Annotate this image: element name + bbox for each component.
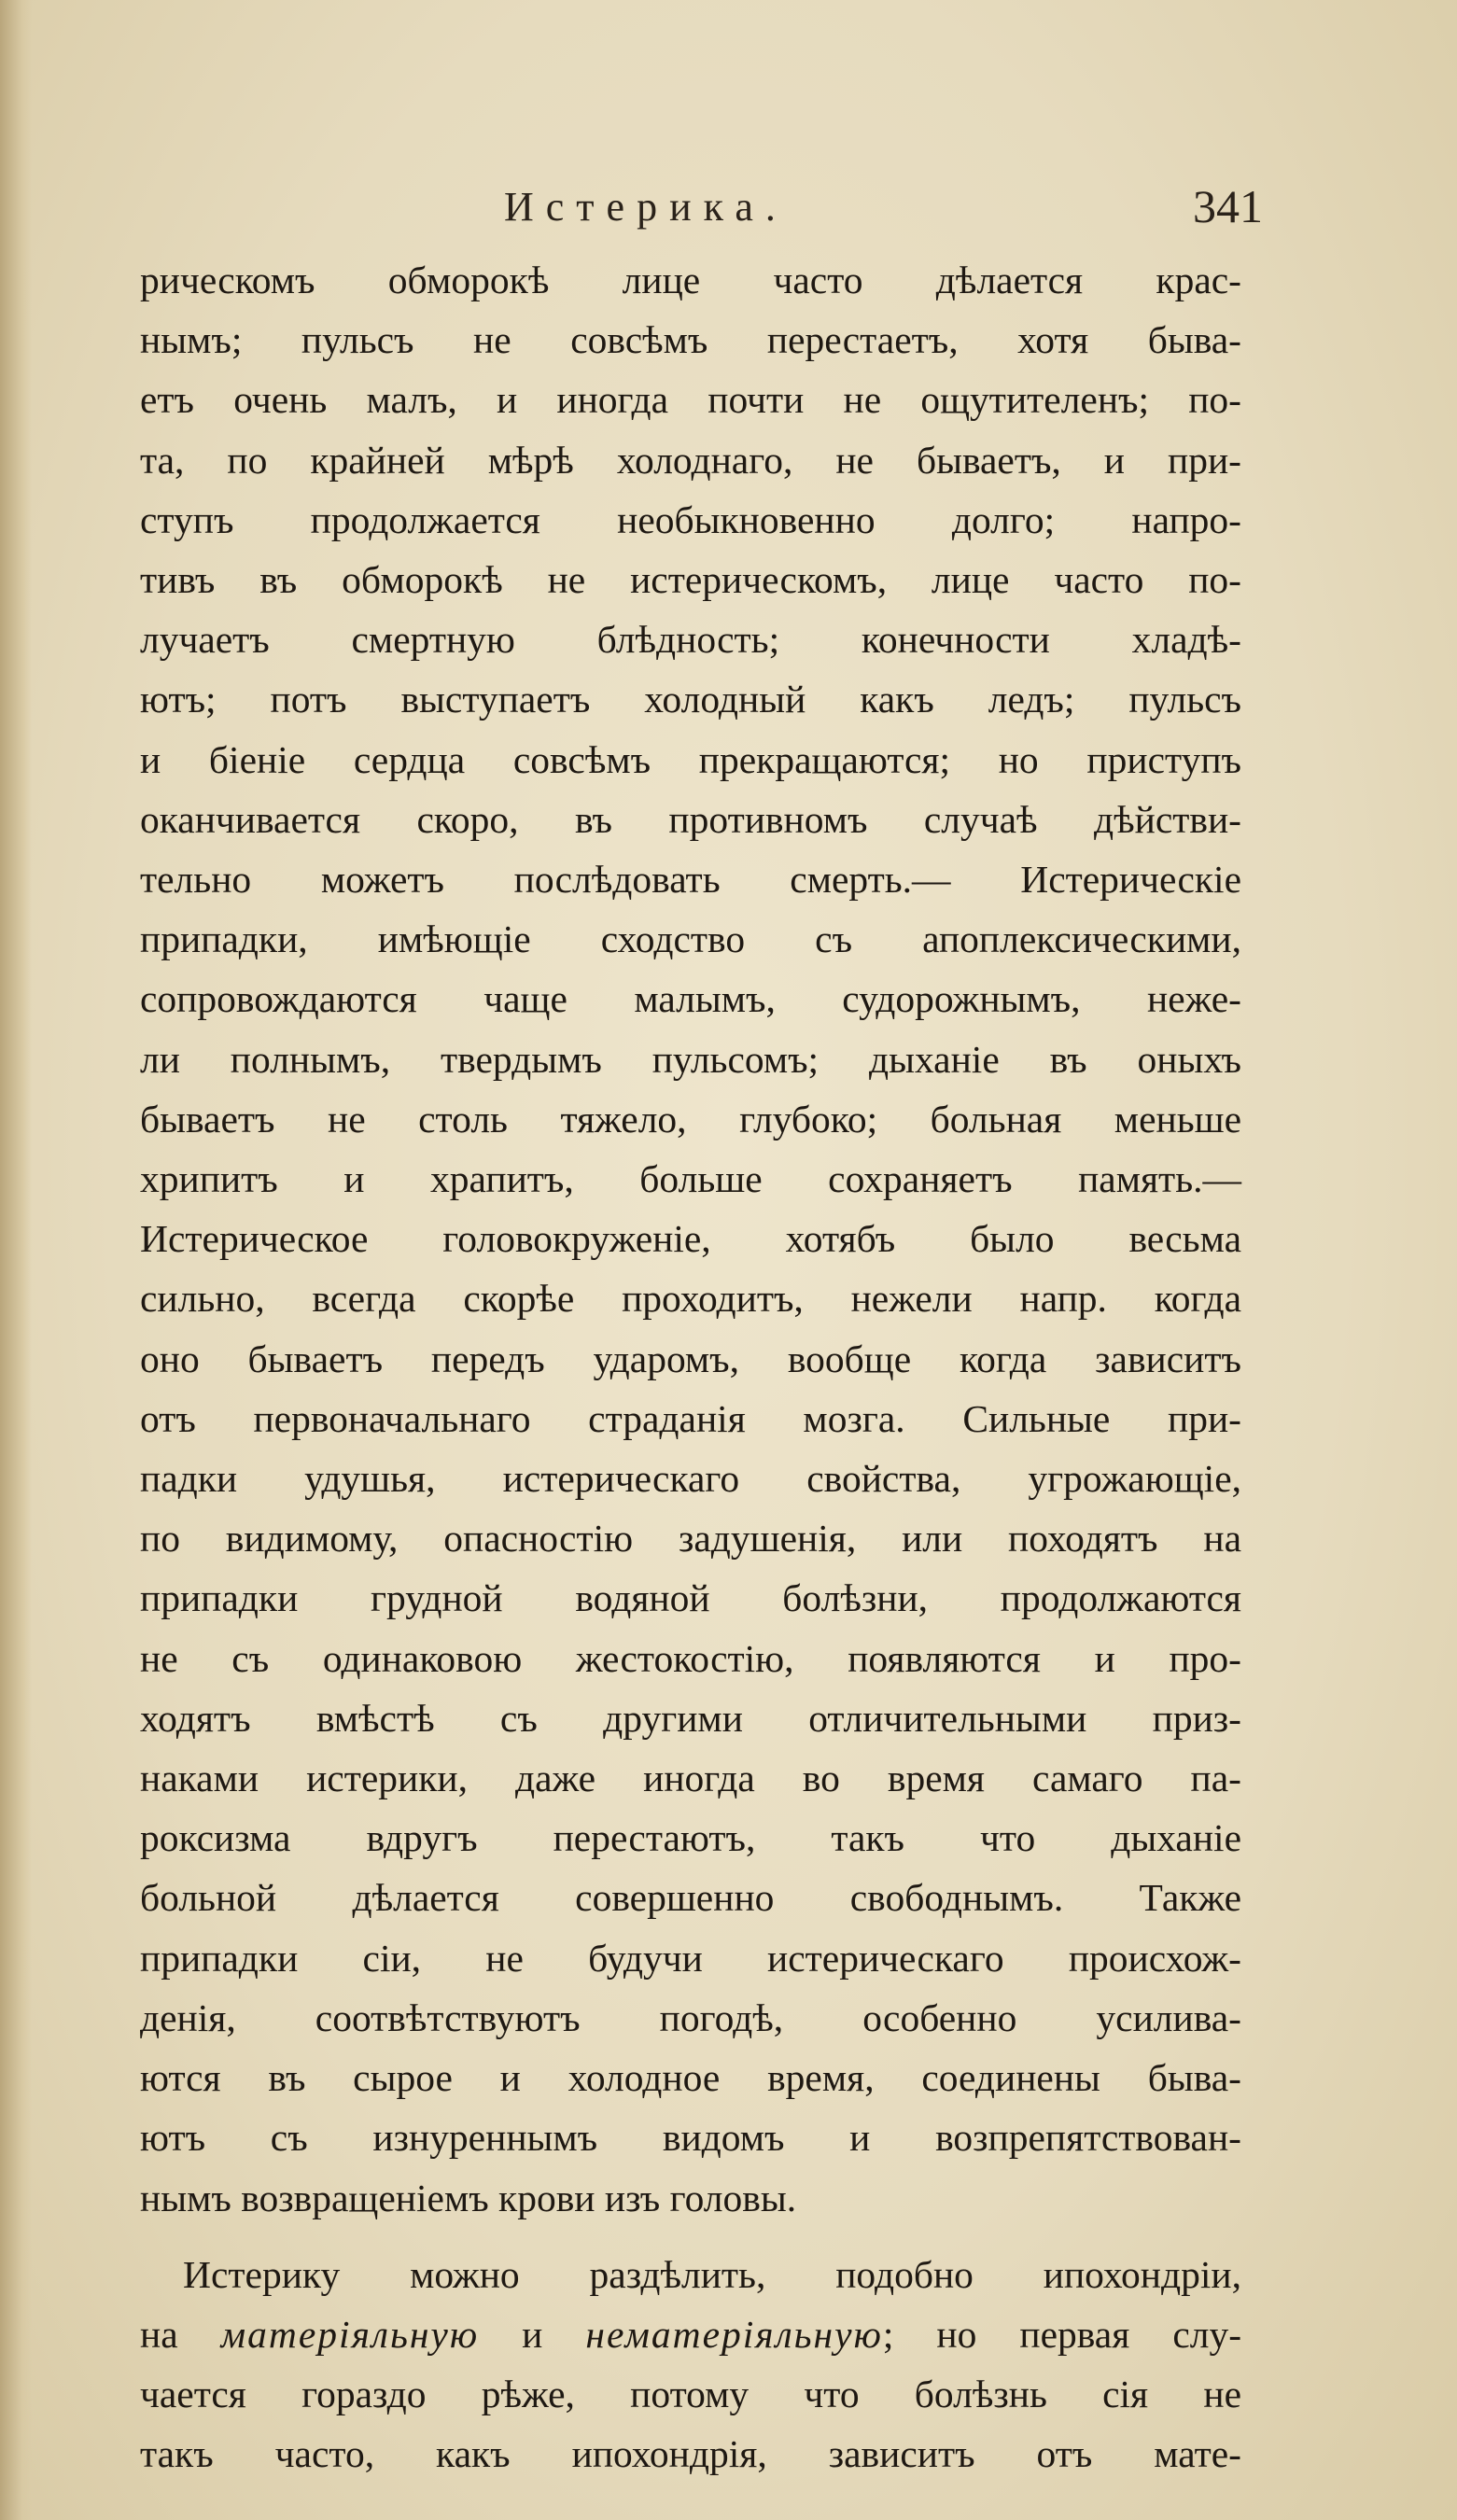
text-line: ютъ; потъ выступаетъ холодный какъ ледъ; пульсъ: [140, 678, 1241, 721]
body-text: [140, 250, 1241, 2485]
emphasis-material: матеріяльную: [220, 2312, 480, 2356]
text-line: припадки грудной водяной болѣзни, продолжаются: [140, 1576, 1241, 1620]
text-line: роксизма вдругъ перестаютъ, такъ что дыханіе: [140, 1816, 1241, 1860]
text-line: ются въ сырое и холодное время, соединены быва-: [140, 2056, 1241, 2100]
text-line: припадки, имѣющіе сходство съ апоплексическими,: [140, 917, 1241, 961]
text-line: отъ первоначальнаго страданія мозга. Сильные при-: [140, 1396, 1241, 1440]
text-line: и біеніе сердца совсѣмъ прекращаются; но приступъ: [140, 737, 1241, 781]
text-line: оканчивается скоро, въ противномъ случаѣ дѣйстви-: [140, 797, 1241, 841]
text-line: такъ часто, какъ ипохондрія, зависитъ отъ мате-: [140, 2432, 1241, 2476]
text-line: нымъ; пульсъ не совсѣмъ перестаетъ, хотя быва-: [140, 318, 1241, 362]
text-fragment: на: [140, 2312, 178, 2356]
text-line: оно бываетъ передъ ударомъ, вообще когда зависитъ: [140, 1337, 1241, 1380]
text-line: падки удушья, истерическаго свойства, угрожающіе,: [140, 1457, 1241, 1501]
text-line: рическомъ обморокѣ лице часто дѣлается крас-: [140, 259, 1241, 301]
text-line: наками истерики, даже иногда во время самаго па-: [140, 1757, 1241, 1800]
text-line: чается гораздо рѣже, потому что болѣзнь сія не: [140, 2373, 1241, 2416]
text-line: сильно, всегда скорѣе проходитъ, нежели напр. когда: [140, 1277, 1241, 1321]
text-line: по видимому, опасностію задушенія, или походятъ на: [140, 1517, 1241, 1561]
text-line: лучаетъ смертную блѣдность; конечности хладѣ-: [140, 618, 1241, 662]
text-line: та, по крайней мѣрѣ холоднаго, не бываетъ, и при-: [140, 438, 1241, 482]
page-binding-shadow: [0, 0, 32, 2520]
text-line: припадки сіи, не будучи истерическаго происхож-: [140, 1936, 1241, 1980]
running-title: Истерика.: [504, 184, 788, 230]
text-line: етъ очень малъ, и иногда почти не ощутителенъ; по-: [140, 378, 1241, 422]
text-line: сопровождаются чаще малымъ, судорожнымъ, неже-: [140, 977, 1241, 1021]
text-line: ли полнымъ, твердымъ пульсомъ; дыханіе въ оныхъ: [140, 1037, 1241, 1081]
page-number: 341: [1193, 180, 1263, 232]
text-line: хрипитъ и храпитъ, больше сохраняетъ память.—: [140, 1157, 1241, 1201]
text-line: ходятъ вмѣстѣ съ другими отличительными приз-: [140, 1696, 1241, 1740]
text-line: ступъ продолжается необыкновенно долго; напро-: [140, 497, 1241, 541]
text-line-with-emphasis: [140, 2304, 1241, 2364]
text-fragment: ; но первая слу-: [882, 2312, 1242, 2356]
text-fragment: и: [522, 2312, 543, 2356]
text-line: денія, соотвѣтствуютъ погодѣ, особенно усилива-: [140, 1995, 1241, 2039]
emphasis-immaterial: нематеріяльную: [585, 2312, 883, 2356]
text-line: ютъ съ изнуреннымъ видомъ и возпрепятствован-: [140, 2116, 1241, 2160]
page-header: [0, 180, 1457, 248]
text-line: Истерику можно раздѣлить, подобно ипохондріи,: [183, 2252, 1241, 2296]
text-line: бываетъ не столь тяжело, глубоко; больная меньше: [140, 1097, 1241, 1141]
paragraph-end-line: нымъ возвращеніемъ крови изъ головы.: [140, 2176, 797, 2219]
text-line: не съ одинаковою жестокостію, появляются и про-: [140, 1636, 1241, 1680]
text-line: больной дѣлается совершенно свободнымъ. Также: [140, 1876, 1241, 1920]
text-line: Истерическое головокруженіе, хотябъ было весьма: [140, 1217, 1241, 1261]
text-line: тивъ въ обморокѣ не истерическомъ, лице часто по-: [140, 558, 1241, 602]
text-line: тельно можетъ послѣдовать смерть.— Истерическіе: [140, 858, 1241, 902]
